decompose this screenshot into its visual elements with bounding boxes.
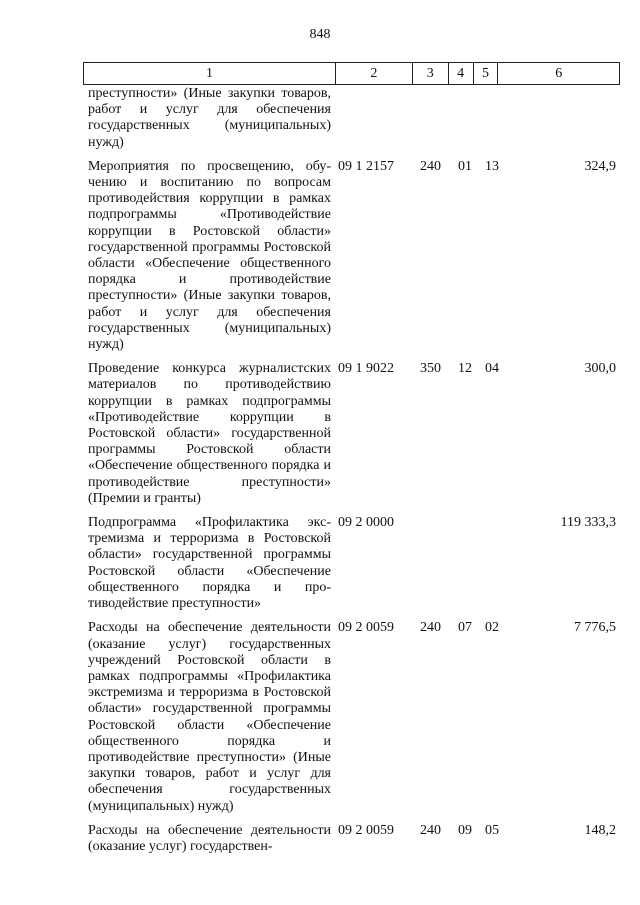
row-target-code: 09 1 2157 — [338, 158, 394, 174]
row-target-code: 09 2 0000 — [338, 515, 394, 531]
row-section: 01 — [458, 158, 472, 174]
row-subsection: 13 — [485, 158, 499, 174]
header-col-2: 2 — [336, 63, 413, 84]
row-description: Мероприятия по просвещению, обучению и воспитанию по вопросам противодействия коррупции в рамках подпрограммы «Противодействие коррупции в Ростовской области» государственной программы Ростовской области «Обеспечение общественного порядка и противодействие преступности» (Иные закупки товаров, работ и услуг для обеспечения государственных (муниципальных) нужд) — [88, 158, 331, 353]
table-header — [83, 62, 620, 85]
row-amount: 119 333,3 — [560, 515, 616, 531]
row-description: Расходы на обеспечение деятельности (оказание услуг) государственных учреждений Ростовской области в рамках подпрограммы «Профилактика экстремизма и терроризма в Ростовской области» государственной программы Ростовской области «Обеспечение общественного порядка и противодействие преступности» (Иные закупки товаров, работ и услуг для обеспечения государственных (муниципальных) нужд) — [88, 620, 331, 814]
row-section: 12 — [458, 361, 472, 377]
table-row — [88, 823, 618, 855]
row-subsection: 02 — [485, 620, 499, 636]
header-col-5: 5 — [474, 63, 499, 84]
header-col-4: 4 — [449, 63, 474, 84]
row-amount: 300,0 — [584, 361, 616, 377]
table-row — [88, 620, 618, 814]
header-col-6: 6 — [555, 66, 563, 81]
row-description: Расходы на обеспечение деятельности (оказание услуг) государствен- — [88, 822, 331, 854]
row-expense-type: 350 — [420, 361, 441, 377]
row-target-code: 09 2 0059 — [338, 822, 394, 838]
row-description: преступности» (Иные закупки товаров, работ и услуг для обеспечения государственных (муниципальных) нужд) — [88, 86, 331, 150]
row-expense-type: 240 — [420, 822, 441, 838]
row-target-code: 09 1 9022 — [338, 361, 394, 377]
row-description: Проведение конкурса журналистских материалов по противодействию коррупции в рамках подпрограммы «Противодействие коррупции в Ростовской области» государственной программы Ростовской области «Обеспечение общественного порядка и противодействие преступности» (Премии и гранты) — [88, 361, 331, 506]
page-number: 848 — [309, 27, 331, 42]
row-subsection: 04 — [485, 361, 499, 377]
row-description: Подпрограмма «Профилактика экстремизма и терроризма в Ростовской области» государственной программы Ростовской области «Обеспечение общественного порядка и противодействие преступности» — [88, 515, 331, 612]
row-amount: 324,9 — [584, 158, 616, 174]
table-row — [88, 515, 618, 612]
table-body — [88, 86, 618, 863]
row-section: 09 — [458, 822, 472, 838]
row-subsection: 05 — [485, 822, 499, 838]
row-target-code: 09 2 0059 — [338, 620, 394, 636]
table-row — [88, 86, 618, 151]
row-amount: 7 776,5 — [574, 620, 616, 636]
table-row — [88, 159, 618, 353]
row-section: 07 — [458, 620, 472, 636]
row-amount: 148,2 — [584, 822, 616, 838]
row-expense-type: 240 — [420, 158, 441, 174]
row-expense-type: 240 — [420, 620, 441, 636]
header-col-3: 3 — [413, 63, 449, 84]
table-row — [88, 361, 618, 507]
header-col-1: 1 — [84, 63, 336, 84]
